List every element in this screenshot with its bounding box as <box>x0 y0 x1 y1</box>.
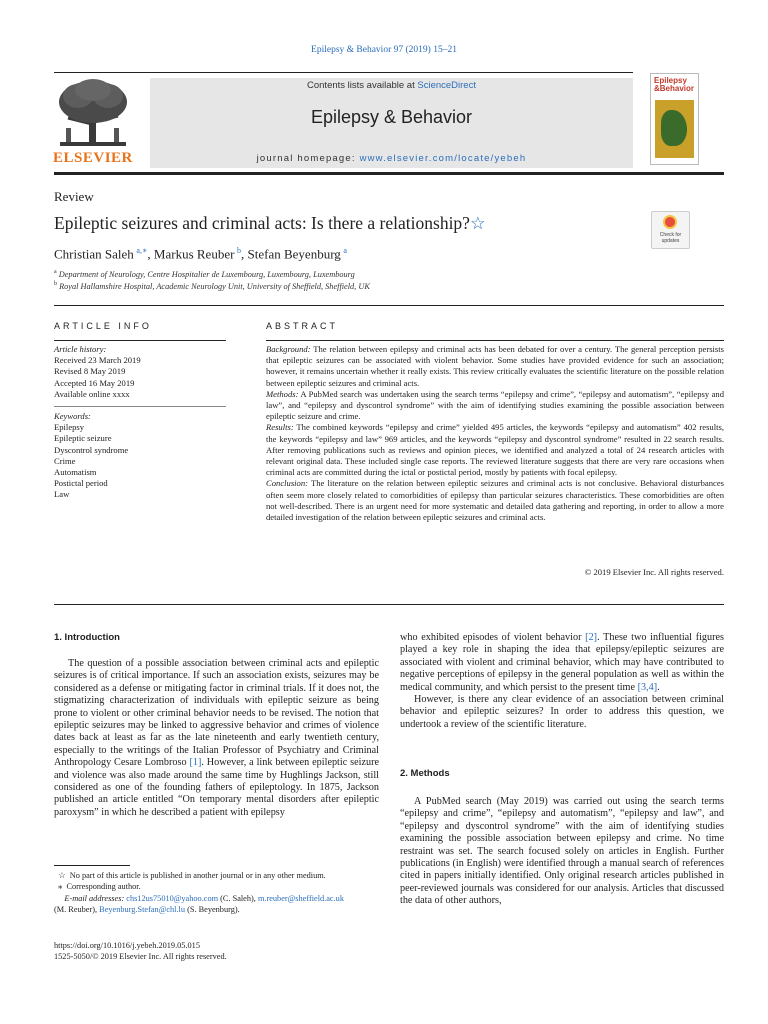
keyword: Dyscontrol syndrome <box>54 444 129 455</box>
check-updates-label <box>652 233 689 244</box>
check-updates-line2: updates <box>661 237 680 244</box>
author-name[interactable]: Stefan Beyenburg <box>247 246 341 262</box>
article-info-heading: ARTICLE INFO <box>54 321 152 331</box>
affiliation <box>54 269 355 279</box>
author-name[interactable]: Christian Saleh <box>54 246 134 262</box>
abstract-text: The literature on the relation between epileptic seizures and criminal acts is not conclusive. Behavioral disturbances often seem more closely related to comorbidities of epilepsy than particular seizures characteristics. These comorbidities are often not well-described. There is an urgent need for more systematic and detailed data gathering and reporting, in order to allow a more detailed investigation of the relation between epileptic seizures and criminal acts. <box>266 478 724 523</box>
affiliation-sup: a <box>54 269 57 275</box>
abstract-copyright: © 2019 Elsevier Inc. All rights reserved. <box>584 567 724 577</box>
citation-link[interactable]: [1] <box>189 757 202 769</box>
author-separator: , <box>147 246 154 262</box>
intro-text: The question of a possible association between criminal acts and epileptic seizures is of critical importance. If such an association exists, seizures may be considered as a defense or mitigating factor in criminal trials. If it does not, the stigmatizing characterization of individuals with epileptic seizure as being prone to violent or other criminal behavior needs to be revised. The notion that epileptic seizures may be linked to aggressive behavior and crimes of violence dates back at least as far as the late nineteenth and early twentieth century, especially to the writings of the Italian Professor of Psychiatry and Criminal Anthropology Cesare Lombroso <box>54 658 379 769</box>
email-link[interactable]: m.reuber@sheffield.ac.uk <box>257 893 344 903</box>
abstract-background <box>266 344 724 389</box>
journal-reference[interactable]: Epilepsy & Behavior 97 (2019) 15–21 <box>311 45 457 55</box>
contents-line <box>150 80 633 91</box>
journal-title: Epilepsy & Behavior <box>310 107 473 127</box>
abstract-conclusion <box>266 478 724 523</box>
intro-text: . These two influential figures played a key role in shaping the idea that epilepsy/epileptic seizures are associated with violent and criminal behavior, which may have contributed to negative perceptions of epilepsy in the general population as well as within the medical community, and which persist to the present time <box>400 632 724 693</box>
journal-cover-thumbnail[interactable] <box>650 73 699 165</box>
cover-title-line1: Epilepsy <box>654 76 687 85</box>
keyword: Epilepsy <box>54 422 85 433</box>
author-separator: , <box>241 246 248 262</box>
abstract-results <box>266 422 724 478</box>
intro-heading: 1. Introduction <box>54 632 120 643</box>
check-for-updates-badge[interactable] <box>651 211 690 249</box>
email-owner: (M. Reuber), <box>54 905 100 915</box>
history-label: Article history: <box>54 344 107 354</box>
masthead-bottom-rule <box>54 172 724 175</box>
abstract-label: Background: <box>266 344 311 354</box>
abstract-label: Conclusion: <box>266 478 309 489</box>
keyword: Crime <box>54 455 76 466</box>
keyword: Postictal period <box>54 478 108 489</box>
intro-text: . <box>657 681 660 693</box>
check-updates-line1: Check for <box>659 232 682 238</box>
cover-title <box>651 74 698 93</box>
abstract-label: Results: <box>266 422 294 433</box>
issn-line: 1525-5050/© 2019 Elsevier Inc. All rights reserved. <box>54 952 227 961</box>
cover-artwork-figure <box>661 110 687 146</box>
star-icon: ☆ <box>58 871 66 880</box>
history-item: Received 23 March 2019 <box>54 355 141 366</box>
title-footnote-star[interactable]: ☆ <box>469 213 486 233</box>
email-link[interactable]: Beyenburg.Stefan@chl.lu <box>99 905 186 915</box>
keywords-block <box>54 411 226 501</box>
article-history <box>54 344 226 400</box>
article-type: Review <box>54 189 94 204</box>
email-label: E-mail addresses: <box>64 893 125 903</box>
intro-text: who exhibited episodes of violent behavior <box>400 632 586 643</box>
header-divider <box>54 305 724 306</box>
author-list <box>54 246 347 262</box>
article-info-rule <box>54 340 226 341</box>
homepage-prefix: journal homepage: <box>256 153 360 164</box>
intro-column-left <box>54 658 379 819</box>
affiliation-text: Royal Hallamshire Hospital, Academic Neurology Unit, University of Sheffield, Sheffield, UK <box>59 281 370 291</box>
paper-title <box>54 213 486 234</box>
footnote-text: No part of this article is published in another journal or in any other medium. <box>69 871 326 880</box>
email-owner: (C. Saleh), <box>218 893 258 903</box>
keyword: Automatism <box>54 467 97 478</box>
body-divider <box>54 604 724 605</box>
affiliation-text: Department of Neurology, Centre Hospitalier de Luxembourg, Luxembourg, Luxembourg <box>58 269 355 279</box>
author-affil-sup[interactable]: a <box>343 246 347 255</box>
history-item: Available online xxxx <box>54 388 130 399</box>
doi-link[interactable]: https://doi.org/10.1016/j.yebeh.2019.05.015 <box>54 941 200 950</box>
sciencedirect-link[interactable]: ScienceDirect <box>417 80 476 91</box>
keywords-rule <box>54 406 226 407</box>
history-item: Accepted 16 May 2019 <box>54 377 135 388</box>
intro-paragraph-cont <box>400 632 724 694</box>
paper-title-text: Epileptic seizures and criminal acts: Is there a relationship? <box>54 213 470 233</box>
abstract-methods <box>266 389 724 423</box>
tree-icon <box>52 78 134 150</box>
methods-column <box>400 796 724 908</box>
methods-paragraph: A PubMed search (May 2019) was carried out using the search terms “epilepsy and crime”, “epilepsy and automatism”, “epilepsy and law”, and “epilepsy and dyscontrol syndrome” with the aim of identifying studies examining the possible association between epilepsy and crime. No time restraint was set. The search focused solely on articles in English. Further publications (in English) were identified through a manual search of references cited in papers initially identified. Only original research articles published in peer-reviewed journals was considered for our analysis. Articles that discussed the data of other authors, <box>400 796 724 907</box>
affiliation-sup: b <box>54 281 57 287</box>
abstract-text: The combined keywords “epilepsy and crime” yielded 495 articles, the keywords “epilepsy and automatism” 402 results, the keywords “epilepsy and law” 969 articles, and the keywords “epilepsy and dyscontrol syndrome” resulted in 22 search results. After removing publications such as reviews and opinion pieces, we identified and analyzed a total of 24 research articles with relevant original data. These included single case reports. The reviewed literature suggests that there are very rare occasions when criminal acts are committed during the ictal or postictal period, mostly by patients with focal epilepsy. <box>266 422 724 478</box>
keywords-label: Keywords: <box>54 411 91 421</box>
check-updates-icon <box>663 215 677 229</box>
footnote-emails <box>54 893 384 904</box>
author-affil-sup[interactable]: b <box>237 246 242 255</box>
keyword: Epileptic seizure <box>54 433 112 444</box>
contents-prefix: Contents lists available at <box>307 80 418 91</box>
footnote-text: Corresponding author. <box>66 882 141 892</box>
author-name[interactable]: Markus Reuber <box>153 246 235 262</box>
footnote-corresponding <box>54 881 384 892</box>
affiliation <box>54 281 370 291</box>
email-owner: (S. Beyenburg). <box>185 905 240 915</box>
citation-link[interactable]: [2] <box>585 632 598 643</box>
masthead-top-rule <box>54 72 633 73</box>
cover-title-line2: &Behavior <box>654 84 695 93</box>
author-affil-sup[interactable]: a,∗ <box>136 246 148 255</box>
abstract-heading: ABSTRACT <box>266 321 339 331</box>
intro-paragraph: However, is there any clear evidence of an association between criminal behavior and epileptic seizures? In order to address this question, we undertook a review of the scientific literature. <box>400 694 724 730</box>
footnotes <box>54 870 384 916</box>
history-item: Revised 8 May 2019 <box>54 366 126 377</box>
homepage-link[interactable]: www.elsevier.com/locate/yebeh <box>359 153 527 164</box>
asterisk-icon: ⁎ <box>58 882 63 892</box>
abstract-label: Methods: <box>266 388 299 399</box>
email-link[interactable]: chs12us75010@yahoo.com <box>126 893 219 903</box>
intro-column-right <box>400 632 724 731</box>
footnote-star <box>54 870 384 881</box>
journal-homepage <box>150 153 633 164</box>
elsevier-tree-logo <box>52 78 134 150</box>
methods-heading: 2. Methods <box>400 768 450 779</box>
keyword: Law <box>54 489 70 500</box>
abstract-text: A PubMed search was undertaken using the search terms “epilepsy and crime”, “epilepsy and automatism”, “epilepsy and law”, and “epilepsy and dyscontrol syndrome” with the aim of identifying studies examining the possible association between epileptic seizure and crime. <box>266 388 724 422</box>
abstract-text: The relation between epilepsy and criminal acts has been debated for over a century. The general perception persists that epileptic seizures can be associated with violent behavior. Some studies have provided evidence for such an association; however, it remains uncertain whether it really exists. This review critically evaluates the scientific literature on the possible relation between epileptic seizures and criminal acts. <box>266 344 724 388</box>
footnote-rule <box>54 865 130 866</box>
footnote-emails-cont <box>54 904 384 915</box>
intro-text: . However, a link between epileptic seizure and violence was also made around the same time by Hughlings Jackson, still considered as one of the founding fathers of epileptology. In 1875, Jackson published an article entitled “On temporary mental disorders after epileptic paroxysm” in which he described a patient with epilepsy <box>54 757 379 818</box>
intro-paragraph <box>54 658 379 819</box>
citation-link[interactable]: [3,4] <box>637 681 658 693</box>
elsevier-wordmark: ELSEVIER <box>53 150 133 166</box>
abstract-rule <box>266 340 724 341</box>
abstract-body <box>266 344 724 523</box>
